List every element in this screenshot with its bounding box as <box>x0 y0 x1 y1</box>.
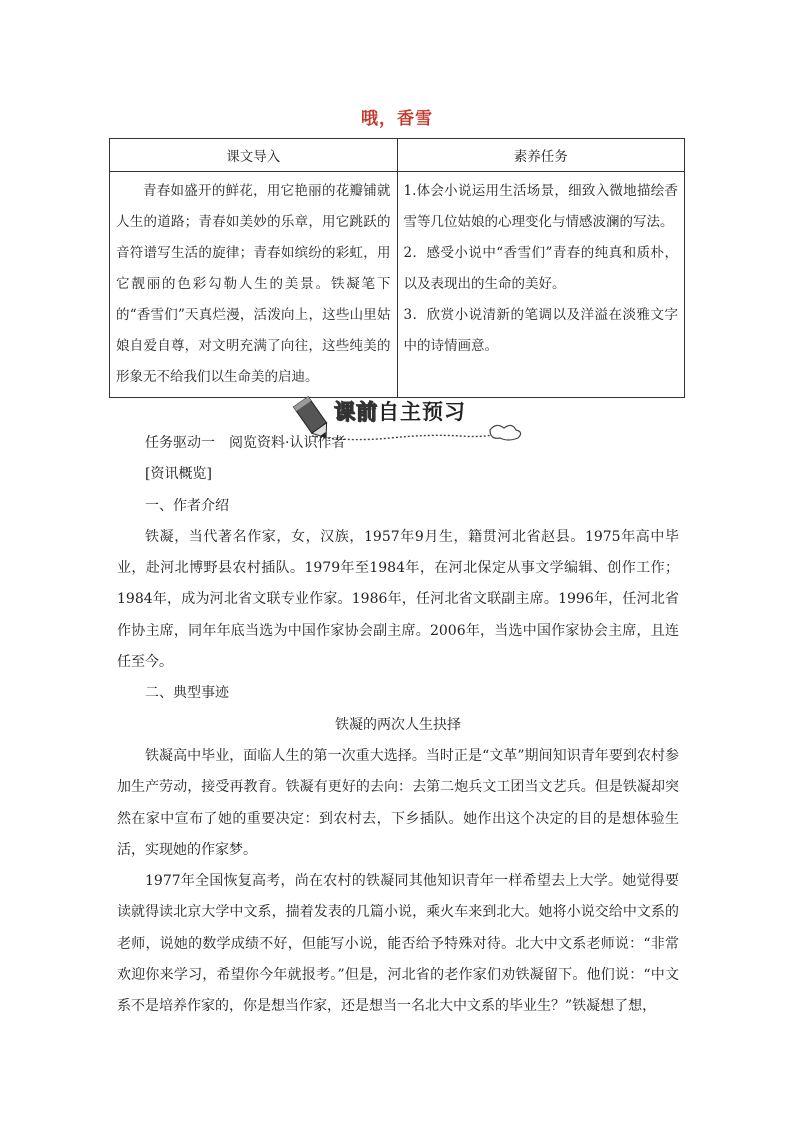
task-heading: 任务驱动一 阅览资料·认识作者 <box>145 435 346 451</box>
task-item: 2．感受小说中“香雪们”青春的纯真和质朴，以及表现出的生命的美好。 <box>403 245 678 292</box>
story-paragraph-1: 铁凝高中毕业，面临人生的第一次重大选择。当时正是“文革”期间知识青年要到农村参加生产劳动，接受再教育。铁凝有更好的去向：去第二炮兵文工团当文艺兵。但是铁凝却突然在家中宣布了她的重要决定：到农村去，下乡插队。她作出这个决定的目的是想体验生活，实现她的作家梦。 <box>117 747 679 858</box>
story-paragraph-2: 1977年全国恢复高考，尚在农村的铁凝同其他知识青年一样希望去上大学。她觉得要读就得读北京大学中文系，揣着发表的几篇小说，乘火车来到北大。她将小说交给中文系的老师，说她的数学成绩不好，但能写小说，能否给予特殊对待。北大中文系老师说：“非常欢迎你来学习，希望你今年就报考。”但是，河北省的老作家们劝铁凝留下。他们说：“中文系不是培养作家的，你是想当作家，还是想当一名北大中文系的毕业生？”铁凝想了想， <box>117 873 679 1015</box>
main-content <box>117 428 679 1023</box>
task-item: 1.体会小说运用生活场景，细致入微地描绘香雪等几位姑娘的心理变化与情感波澜的写法。 <box>403 183 678 230</box>
story-title: 铁凝的两次人生抉择 <box>335 716 461 733</box>
tasks-cell <box>397 172 685 398</box>
author-intro-paragraph: 铁凝，当代著名作家，女，汉族，1957年9月生，籍贯河北省赵县。1975年高中毕业，赴河北博野县农村插队。1979年至1984年，在河北保定从事文学编辑、创作工作；1984年，成为河北省文联专业作家。1986年，任河北省文联副主席。1996年，任河北省作协主席，同年年底当选为中国作家协会副主席。2006年，当选中国作家协会主席，且连任至今。 <box>117 528 679 671</box>
banner-part2: 自主预习 <box>378 400 466 424</box>
table-header-intro: 课文导入 <box>110 139 398 172</box>
intro-table <box>109 138 685 398</box>
intro-cell <box>110 172 398 398</box>
banner-part1: 课前 <box>334 400 378 424</box>
intro-text: 青春如盛开的鲜花，用它艳丽的花瓣铺就人生的道路；青春如美妙的乐章，用它跳跃的音符谱写生活的旋律；青春如缤纷的彩虹，用它靓丽的色彩勾勒人生的美景。铁凝笔下的“香雪们”天真烂漫，活泼向上，这些山里姑娘自爱自尊，对文明充满了向往，这些纯美的形象无不给我们以生命美的启迪。 <box>116 183 391 385</box>
task-item: 3．欣赏小说清新的笔调以及洋溢在淡雅文字中的诗情画意。 <box>403 307 678 354</box>
overview-label: [资讯概览] <box>145 466 212 483</box>
section1-heading: 一、作者介绍 <box>145 497 229 514</box>
banner-heading <box>334 396 466 426</box>
table-header-tasks: 素养任务 <box>397 139 685 172</box>
page-title: 哦，香雪 <box>361 109 433 129</box>
section2-heading: 二、典型事迹 <box>145 685 229 702</box>
